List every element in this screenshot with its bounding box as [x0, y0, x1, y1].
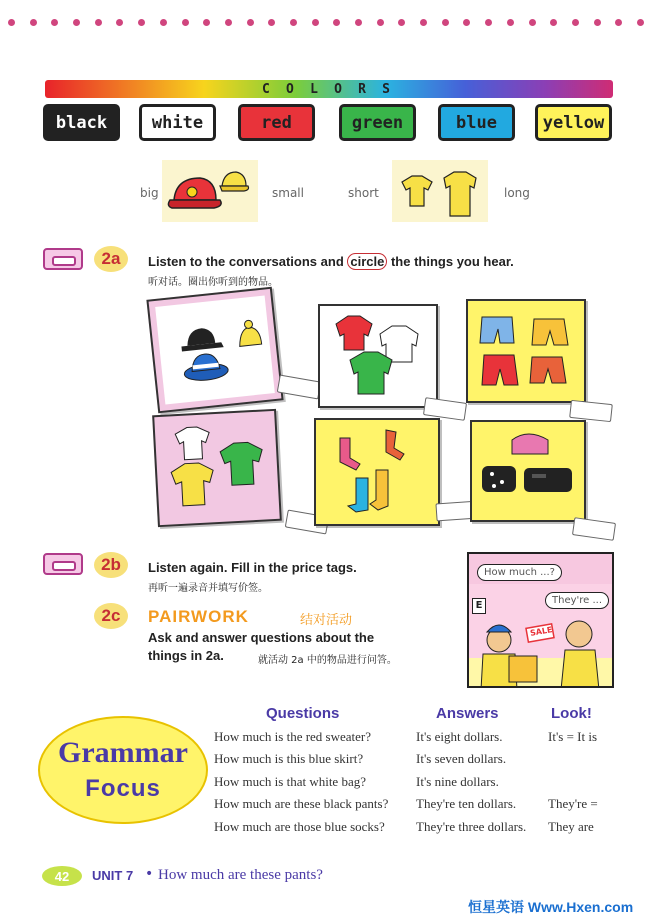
store-letter-sign: E — [472, 598, 486, 614]
border-dot — [398, 19, 405, 26]
circled-word: circle — [347, 253, 387, 270]
tshirts-icon — [154, 411, 279, 525]
color-swatch-white — [139, 104, 216, 141]
grammar-answer: It's seven dollars. — [416, 751, 507, 766]
border-dot — [203, 19, 210, 26]
socks-icon — [316, 420, 438, 524]
sale-sign: SALE — [529, 625, 554, 638]
grammar-look-note: They're = — [548, 796, 598, 811]
instruction-2a-pre: Listen to the conversations and — [148, 254, 348, 269]
shirts-icon — [392, 160, 488, 222]
instruction-2c-chinese: 就活动 2a 中的物品进行问答。 — [258, 655, 397, 666]
section-number-2b: 2b — [94, 552, 128, 578]
border-dot — [442, 19, 449, 26]
border-dot — [377, 19, 384, 26]
caps-icon — [162, 160, 258, 222]
border-dot — [594, 19, 601, 26]
size-word-small: small — [272, 186, 304, 200]
hats-icon — [155, 296, 275, 405]
border-dot — [420, 19, 427, 26]
border-dot — [529, 19, 536, 26]
photo-sweaters — [318, 304, 438, 408]
colors-title-letter: C — [262, 81, 272, 97]
colors-title-letter: O — [286, 81, 296, 97]
size-word-short: short — [348, 186, 379, 200]
border-dot — [290, 19, 297, 26]
border-dot — [572, 19, 579, 26]
shirts-illustration — [392, 160, 488, 222]
instruction-2a — [148, 254, 618, 269]
size-word-big: big — [140, 186, 159, 200]
section-number-2c: 2c — [94, 603, 128, 629]
border-dot — [225, 19, 232, 26]
color-label: green — [351, 112, 404, 133]
photo-tshirts — [152, 409, 282, 527]
cassette-tape-icon — [43, 553, 83, 575]
caps-illustration — [162, 160, 258, 222]
instruction-2c-line1: Ask and answer questions about the — [148, 630, 375, 645]
footer-bullet: • — [145, 866, 154, 882]
grammar-focus-badge — [38, 716, 208, 824]
photo-bags — [470, 420, 586, 522]
watermark: 恒星英语 Www.Hxen.com — [468, 899, 634, 915]
price-tag[interactable] — [572, 517, 616, 541]
instruction-2b: Listen again. Fill in the price tags. — [148, 560, 357, 575]
color-label: white — [151, 112, 204, 133]
color-swatch-green — [339, 104, 416, 141]
grammar-question: How much is the red sweater? — [214, 729, 372, 744]
border-dot — [333, 19, 340, 26]
color-swatch-red — [238, 104, 315, 141]
photo-hats-inner — [155, 296, 275, 405]
border-dot — [355, 19, 362, 26]
border-dot — [268, 19, 275, 26]
section-number-2a: 2a — [94, 246, 128, 272]
sweaters-icon — [320, 306, 436, 406]
unit-label: UNIT 7 — [92, 868, 134, 883]
grammar-header-questions: Questions — [266, 705, 340, 722]
grammar-answer: They're ten dollars. — [416, 796, 517, 811]
border-dot — [463, 19, 470, 26]
border-dot — [507, 19, 514, 26]
photo-shorts — [466, 299, 586, 403]
border-dot — [138, 19, 145, 26]
colors-title — [262, 80, 392, 98]
border-dot — [550, 19, 557, 26]
border-dot — [95, 19, 102, 26]
shorts-icon — [468, 301, 584, 401]
unit-title: How much are these pants? — [158, 867, 323, 883]
border-dot — [160, 19, 167, 26]
grammar-answer: They're three dollars. — [416, 819, 527, 834]
instruction-2b-chinese: 再听一遍录音并填写价签。 — [148, 583, 268, 594]
grammar-answer: It's eight dollars. — [416, 729, 503, 744]
color-label: black — [55, 112, 108, 133]
grammar-badge-subtitle: Focus — [85, 775, 161, 802]
border-dot — [615, 19, 622, 26]
price-tag[interactable] — [277, 374, 321, 399]
pairwork-title: PAIRWORK — [148, 607, 249, 626]
photo-hats — [146, 287, 283, 414]
grammar-look-note: It's = It is — [548, 729, 598, 744]
grammar-badge-title: Grammar — [58, 736, 188, 769]
border-dot — [51, 19, 58, 26]
cartoon-panel — [467, 552, 614, 688]
border-dot — [73, 19, 80, 26]
border-dot — [485, 19, 492, 26]
grammar-answer: It's nine dollars. — [416, 774, 499, 789]
instruction-2a-chinese: 听对话。圈出你听到的物品。 — [148, 277, 278, 288]
color-swatch-blue — [438, 104, 515, 141]
border-dot — [637, 19, 644, 26]
size-word-long: long — [504, 186, 530, 200]
cassette-tape-icon — [43, 248, 83, 270]
grammar-question: How much is that white bag? — [214, 774, 366, 789]
border-dot — [182, 19, 189, 26]
instruction-2c-line2: things in 2a. — [148, 648, 224, 663]
pairwork-title-chinese: 结对活动 — [300, 613, 353, 628]
color-swatch-yellow — [535, 104, 612, 141]
speech-bubble-answer: They're ... — [545, 592, 609, 609]
grammar-question: How much are those blue socks? — [214, 819, 385, 834]
grammar-question: How much are these black pants? — [214, 796, 389, 811]
color-label: blue — [456, 112, 497, 133]
page-number: 42 — [42, 866, 82, 886]
photo-socks — [314, 418, 440, 526]
color-label: red — [261, 112, 292, 133]
top-dot-border — [8, 16, 644, 30]
colors-title-letter: R — [358, 81, 368, 97]
color-swatch-black — [43, 104, 120, 141]
border-dot — [116, 19, 123, 26]
colors-title-letter: L — [310, 81, 320, 97]
colors-title-letter: O — [334, 81, 344, 97]
grammar-look-note: They are — [548, 819, 594, 834]
grammar-header-answers: Answers — [436, 705, 499, 722]
speech-bubble-question: How much ...? — [477, 564, 562, 581]
instruction-2a-post: the things you hear. — [387, 254, 514, 269]
border-dot — [8, 19, 15, 26]
border-dot — [30, 19, 37, 26]
bags-icon — [472, 422, 584, 520]
colors-title-letter: S — [382, 81, 392, 97]
color-label: yellow — [542, 112, 605, 133]
price-tag[interactable] — [569, 400, 613, 422]
border-dot — [312, 19, 319, 26]
grammar-header-look: Look! — [551, 705, 592, 722]
border-dot — [247, 19, 254, 26]
grammar-question: How much is this blue skirt? — [214, 751, 364, 766]
